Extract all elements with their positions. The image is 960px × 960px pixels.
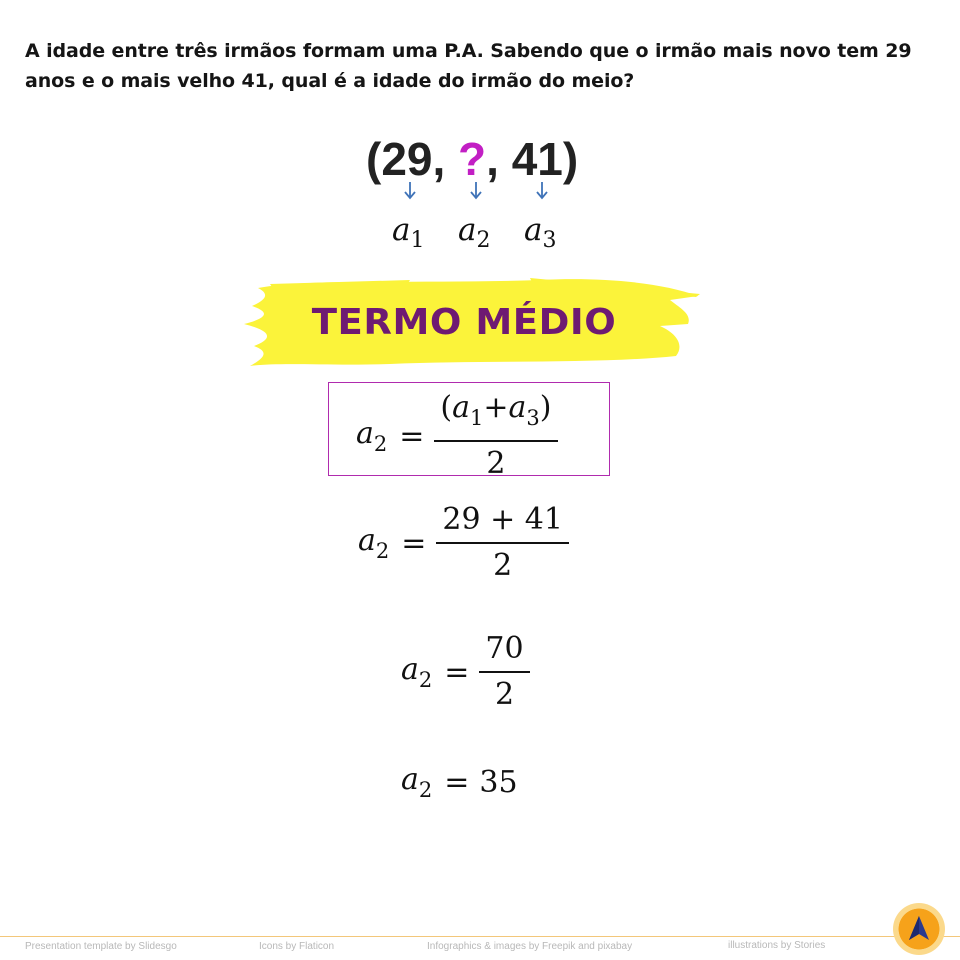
term-a2: $a_2$ (458, 212, 491, 253)
step-2: $a_2$ = $\frac{70}{2}$ (401, 631, 530, 713)
fraction-numerator: $(a_1+a_3)$ (434, 390, 557, 442)
triangle-logo-icon (893, 903, 945, 955)
term-a1: $a_1$ (392, 212, 425, 253)
arrow-down-icon (469, 182, 483, 200)
question-text: A idade entre três irmãos formam uma P.A. Sabendo que o irmão mais novo tem 29 anos e o mais velho 41, qual é a idade do irmão do meio? (25, 40, 912, 92)
lhs-var: $a_2$ (356, 416, 388, 456)
sequence-text (366, 128, 578, 190)
arrow-down-icon (403, 182, 417, 200)
equals-sign: = (399, 418, 425, 454)
term-a3: $a_3$ (524, 212, 557, 253)
credit-template[interactable]: Presentation template by Slidesgo (25, 941, 177, 952)
formula-mean-term (356, 390, 558, 482)
result-value: 35 (479, 764, 518, 800)
fraction (434, 390, 557, 482)
unknown-term: ? (458, 133, 487, 185)
fraction-denominator: 2 (486, 446, 506, 481)
step-1: $a_2$ = $\frac{29 + 41}{2}$ (358, 502, 569, 584)
heading-termo-medio: TERMO MÉDIO (311, 302, 617, 343)
arrow-down-icon (535, 182, 549, 200)
fraction-numerator: 70 (479, 631, 529, 673)
credit-illustrations[interactable]: illustrations by Stories (728, 940, 826, 951)
footer-divider (0, 936, 960, 937)
fraction-denominator: 2 (494, 677, 515, 712)
sequence-close: , 41) (486, 133, 579, 185)
credit-images[interactable]: Infographics & images by Freepik and pixabay (427, 941, 633, 952)
step-3-result: $a_2$ = 35 (401, 762, 518, 802)
fraction-numerator: 29 + 41 (436, 502, 569, 544)
credit-icons[interactable]: Icons by Flaticon (259, 941, 335, 952)
sequence-open: (29, (366, 133, 459, 185)
fraction-denominator: 2 (493, 548, 513, 583)
